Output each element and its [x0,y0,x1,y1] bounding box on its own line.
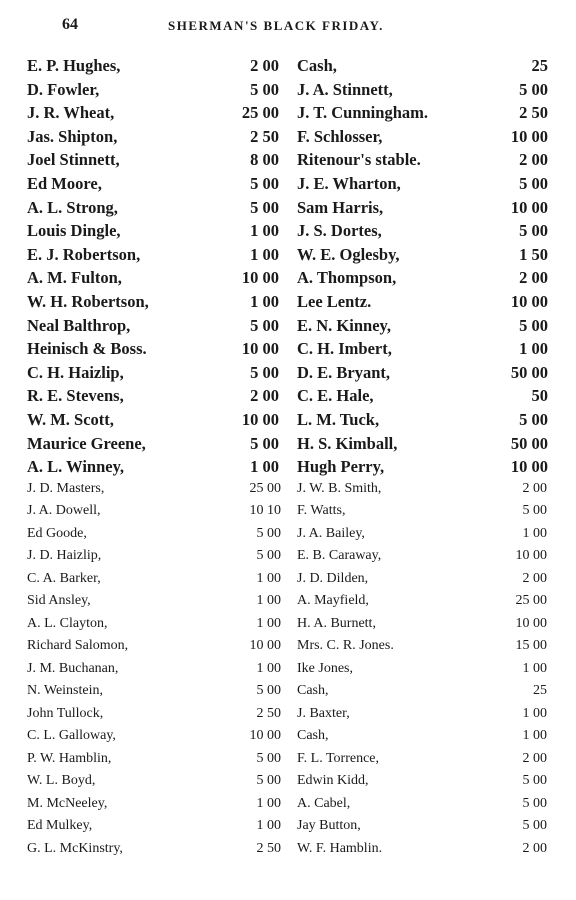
left-amount: 5 00 [250,173,279,193]
right-amount: 5 00 [519,79,548,99]
left-name: Jas. Shipton, [27,126,118,146]
right-name: H. S. Kimball, [297,433,398,453]
left-amount: 1 00 [256,615,281,631]
right-amount: 10 00 [515,548,547,564]
left-name: Ed Moore, [27,173,102,193]
left-name: A. L. Clayton, [27,615,108,631]
left-amount: 25 00 [249,480,281,496]
list-row [0,127,576,151]
right-amount: 10 00 [515,615,547,631]
left-amount: 10 00 [241,339,279,359]
right-name: J. A. Bailey, [297,525,365,541]
right-name: Ike Jones, [297,660,353,676]
right-amount: 10 00 [510,197,548,217]
list-row [0,548,576,571]
left-name: A. L. Strong, [27,197,118,217]
left-amount: 10 00 [241,409,279,429]
list-row [0,751,576,774]
left-name: A. L. Winney, [27,457,125,477]
right-amount: 1 00 [522,705,547,721]
right-name: Cash, [297,683,329,699]
left-name: Joel Stinnett, [27,150,120,170]
left-amount: 1 00 [256,570,281,586]
list-row [0,198,576,222]
left-name: Sid Ansley, [27,593,91,609]
list-row [0,818,576,841]
left-name: Ed Goode, [27,525,87,541]
right-amount: 10 00 [510,126,548,146]
left-name: E. J. Robertson, [27,244,141,264]
left-name: J. M. Buchanan, [27,660,119,676]
left-name: C. A. Barker, [27,570,101,586]
left-amount: 5 00 [256,750,281,766]
right-name: Edwin Kidd, [297,773,369,789]
right-name: Sam Harris, [297,197,384,217]
list-row [0,481,576,504]
right-amount: 50 00 [510,433,548,453]
list-row [0,593,576,616]
right-amount: 5 00 [519,315,548,335]
list-row [0,503,576,526]
right-name: Mrs. C. R. Jones. [297,638,394,654]
right-amount: 2 50 [519,103,548,123]
right-amount: 5 00 [519,173,548,193]
right-name: L. M. Tuck, [297,409,380,429]
right-name: C. H. Imbert, [297,339,392,359]
subscription-list [0,56,576,863]
left-name: R. E. Stevens, [27,386,124,406]
left-name: John Tullock, [27,705,104,721]
list-row [0,245,576,269]
right-name: Cash, [297,56,337,75]
left-name: Ed Mulkey, [27,818,93,834]
right-amount: 5 00 [519,409,548,429]
right-amount: 5 00 [522,503,547,519]
left-amount: 5 00 [256,548,281,564]
right-amount: 1 50 [519,244,548,264]
left-amount: 5 00 [256,683,281,699]
right-name: J. Baxter, [297,705,350,721]
left-amount: 5 00 [250,315,279,335]
page-header [0,16,576,40]
left-amount: 5 00 [250,362,279,382]
list-row [0,526,576,549]
left-amount: 5 00 [250,433,279,453]
left-name: Maurice Greene, [27,433,146,453]
right-name: J. A. Stinnett, [297,79,393,99]
right-amount: 5 00 [522,773,547,789]
left-amount: 2 50 [250,126,279,146]
list-row [0,616,576,639]
left-amount: 10 00 [249,728,281,744]
right-name: J. T. Cunningham. [297,103,428,123]
right-amount: 50 [531,386,548,406]
right-amount: 2 00 [522,570,547,586]
right-amount: 10 00 [510,457,548,477]
right-name: J. W. B. Smith, [297,480,382,496]
left-name: Neal Balthrop, [27,315,131,335]
right-amount: 15 00 [515,638,547,654]
left-name: M. McNeeley, [27,795,108,811]
right-amount: 5 00 [522,795,547,811]
right-amount: 1 00 [522,660,547,676]
right-amount: 10 00 [510,291,548,311]
left-amount: 25 00 [241,103,279,123]
list-row [0,174,576,198]
left-name: Louis Dingle, [27,221,121,241]
left-amount: 5 00 [256,773,281,789]
left-name: C. L. Galloway, [27,728,116,744]
list-row [0,434,576,458]
right-name: E. B. Caraway, [297,548,382,564]
right-name: A. Cabel, [297,795,351,811]
left-amount: 1 00 [256,593,281,609]
list-row [0,706,576,729]
right-amount: 1 00 [519,339,548,359]
left-name: W. L. Boyd, [27,773,96,789]
right-name: Jay Button, [297,818,361,834]
right-amount: 2 00 [522,480,547,496]
left-name: P. W. Hamblin, [27,750,112,766]
right-amount: 2 00 [522,750,547,766]
list-row [0,103,576,127]
left-name: D. Fowler, [27,79,100,99]
left-amount: 10 10 [249,503,281,519]
left-amount: 1 00 [256,818,281,834]
right-amount: 50 00 [510,362,548,382]
left-name: G. L. McKinstry, [27,840,123,856]
right-amount: 5 00 [519,221,548,241]
list-row [0,363,576,387]
list-row [0,221,576,245]
list-row [0,683,576,706]
list-row [0,638,576,661]
left-amount: 8 00 [250,150,279,170]
left-name: J. D. Masters, [27,480,105,496]
right-name: F. Schlosser, [297,126,383,146]
left-amount: 1 00 [250,457,279,477]
left-amount: 2 50 [256,840,281,856]
list-row [0,728,576,751]
right-amount: 2 00 [519,150,548,170]
list-row [0,661,576,684]
list-row [0,457,576,481]
right-amount: 25 [531,56,548,75]
right-amount: 1 00 [522,525,547,541]
list-row [0,386,576,410]
running-title: SHERMAN'S BLACK FRIDAY. [168,18,384,33]
left-amount: 5 00 [256,525,281,541]
left-name: Heinisch & Boss. [27,339,147,359]
right-amount: 2 00 [522,840,547,856]
left-name: W. M. Scott, [27,409,114,429]
right-name: J. E. Wharton, [297,173,401,193]
left-amount: 2 50 [256,705,281,721]
left-amount: 1 00 [250,244,279,264]
list-row [0,268,576,292]
right-name: Cash, [297,728,329,744]
left-name: J. A. Dowell, [27,503,101,519]
left-amount: 2 00 [250,386,279,406]
left-name: Richard Salomon, [27,638,129,654]
left-name: J. D. Haizlip, [27,548,102,564]
right-name: W. F. Hamblin. [297,840,383,856]
page-number: 64 [62,16,78,33]
list-row [0,796,576,819]
left-amount: 5 00 [250,79,279,99]
list-row [0,841,576,864]
list-row [0,410,576,434]
right-name: J. S. Dortes, [297,221,382,241]
right-name: A. Thompson, [297,268,397,288]
left-amount: 2 00 [250,56,279,75]
left-amount: 1 00 [250,291,279,311]
list-row [0,56,576,80]
right-name: C. E. Hale, [297,386,374,406]
list-row [0,773,576,796]
right-name: E. N. Kinney, [297,315,391,335]
right-amount: 25 [533,683,547,699]
list-row [0,150,576,174]
right-name: F. Watts, [297,503,346,519]
left-amount: 5 00 [250,197,279,217]
left-name: J. R. Wheat, [27,103,115,123]
right-name: Ritenour's stable. [297,150,421,170]
left-name: C. H. Haizlip, [27,362,124,382]
list-row [0,292,576,316]
right-amount: 1 00 [522,728,547,744]
left-amount: 1 00 [256,660,281,676]
right-name: Lee Lentz. [297,291,372,311]
left-amount: 1 00 [256,795,281,811]
right-name: W. E. Oglesby, [297,244,400,264]
list-row [0,316,576,340]
list-row [0,339,576,363]
right-name: F. L. Torrence, [297,750,380,766]
left-amount: 1 00 [250,221,279,241]
list-row [0,571,576,594]
left-name: N. Weinstein, [27,683,103,699]
right-name: H. A. Burnett, [297,615,376,631]
left-amount: 10 00 [249,638,281,654]
right-name: J. D. Dilden, [297,570,369,586]
left-name: W. H. Robertson, [27,291,149,311]
right-amount: 5 00 [522,818,547,834]
right-amount: 25 00 [515,593,547,609]
left-amount: 10 00 [241,268,279,288]
list-row [0,80,576,104]
left-name: E. P. Hughes, [27,56,121,75]
right-name: D. E. Bryant, [297,362,391,382]
right-amount: 2 00 [519,268,548,288]
right-name: A. Mayfield, [297,593,369,609]
right-name: Hugh Perry, [297,457,385,477]
left-name: A. M. Fulton, [27,268,122,288]
